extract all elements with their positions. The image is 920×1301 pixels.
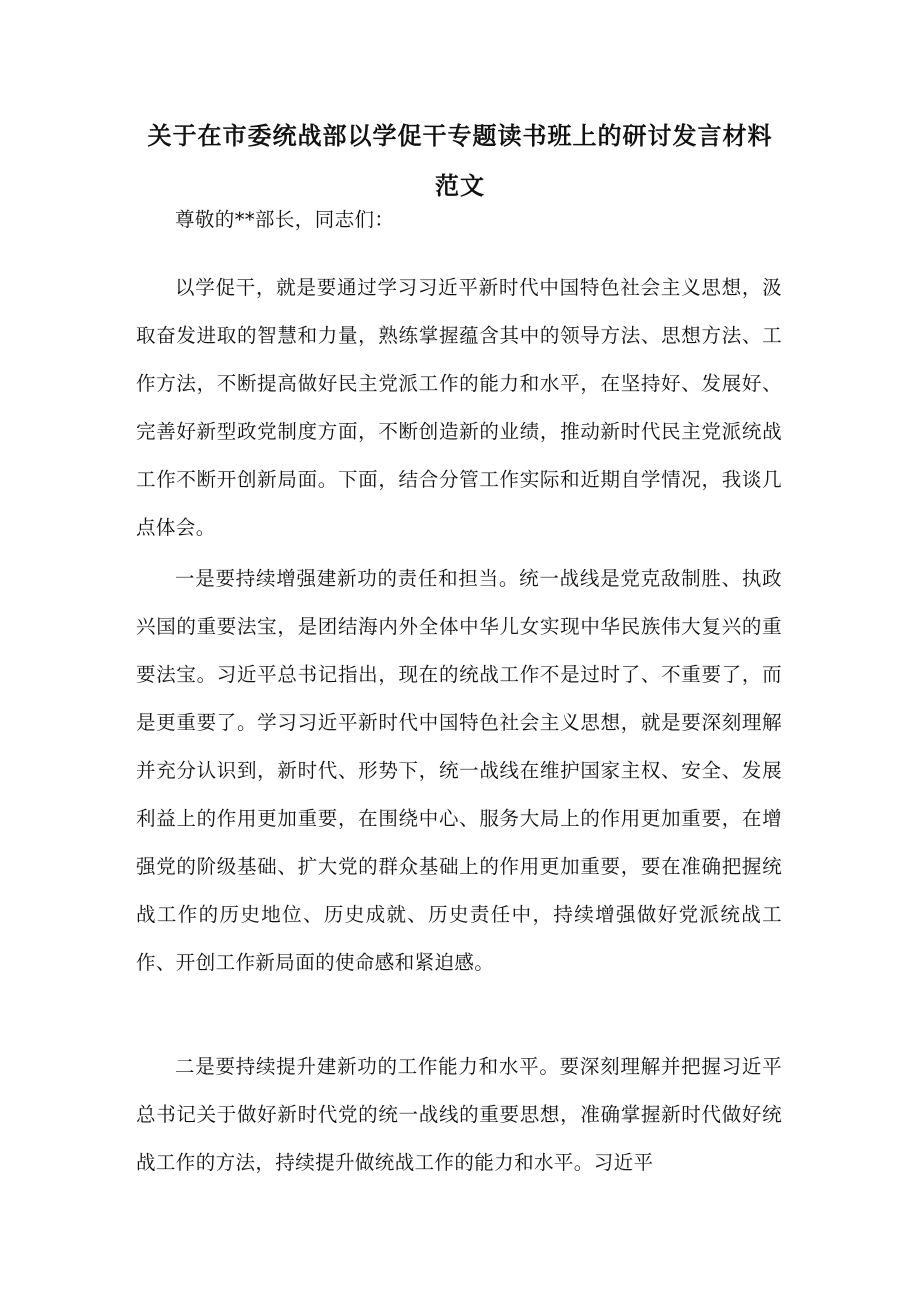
paragraph-intro: 以学促干，就是要通过学习习近平新时代中国特色社会主义思想，汲取奋发进取的智慧和力量，熟练掌握蕴含其中的领导方法、思想方法、工作方法，不断提高做好民主党派工作的能力和水平，在坚持好、发展好、完善好新型政党制度方面，不断创造新的业绩，推动新时代民主党派统战工作不断开创新局面。下面，结合分管工作实际和近期自学情况，我谈几点体会。 — [136, 276, 782, 539]
paragraph-point-one: 一是要持续增强建新功的责任和担当。统一战线是党克敌制胜、执政兴国的重要法宝，是团结海内外全体中华儿女实现中华民族伟大复兴的重要法宝。习近平总书记指出，现在的统战工作不是过时了、不重要了，而是更重要了。学习习近平新时代中国特色社会主义思想，就是要深刻理解并充分认识到，新时代、形势下，统一战线在维护国家主权、安全、发展利益上的作用更加重要，在围绕中心、服务大局上的作用更加重要，在增强党的阶级基础、扩大党的群众基础上的作用更加重要，要在准确把握统战工作的历史地位、历史成就、历史责任中，持续增强做好党派统战工作、开创工作新局面的使命感和紧迫感。 — [136, 567, 782, 974]
salutation: 尊敬的**部长，同志们： — [175, 208, 395, 231]
document-title-line-1: 关于在市委统战部以学促干专题读书班上的研讨发言材料 — [147, 121, 773, 150]
paragraph-point-two: 二是要持续提升建新功的工作能力和水平。要深刻理解并把握习近平总书记关于做好新时代党的统一战线的重要思想，准确掌握新时代做好统战工作的方法，持续提升做统战工作的能力和水平。习近平 — [136, 1055, 782, 1174]
document-title-line-2: 范文 — [435, 171, 485, 200]
